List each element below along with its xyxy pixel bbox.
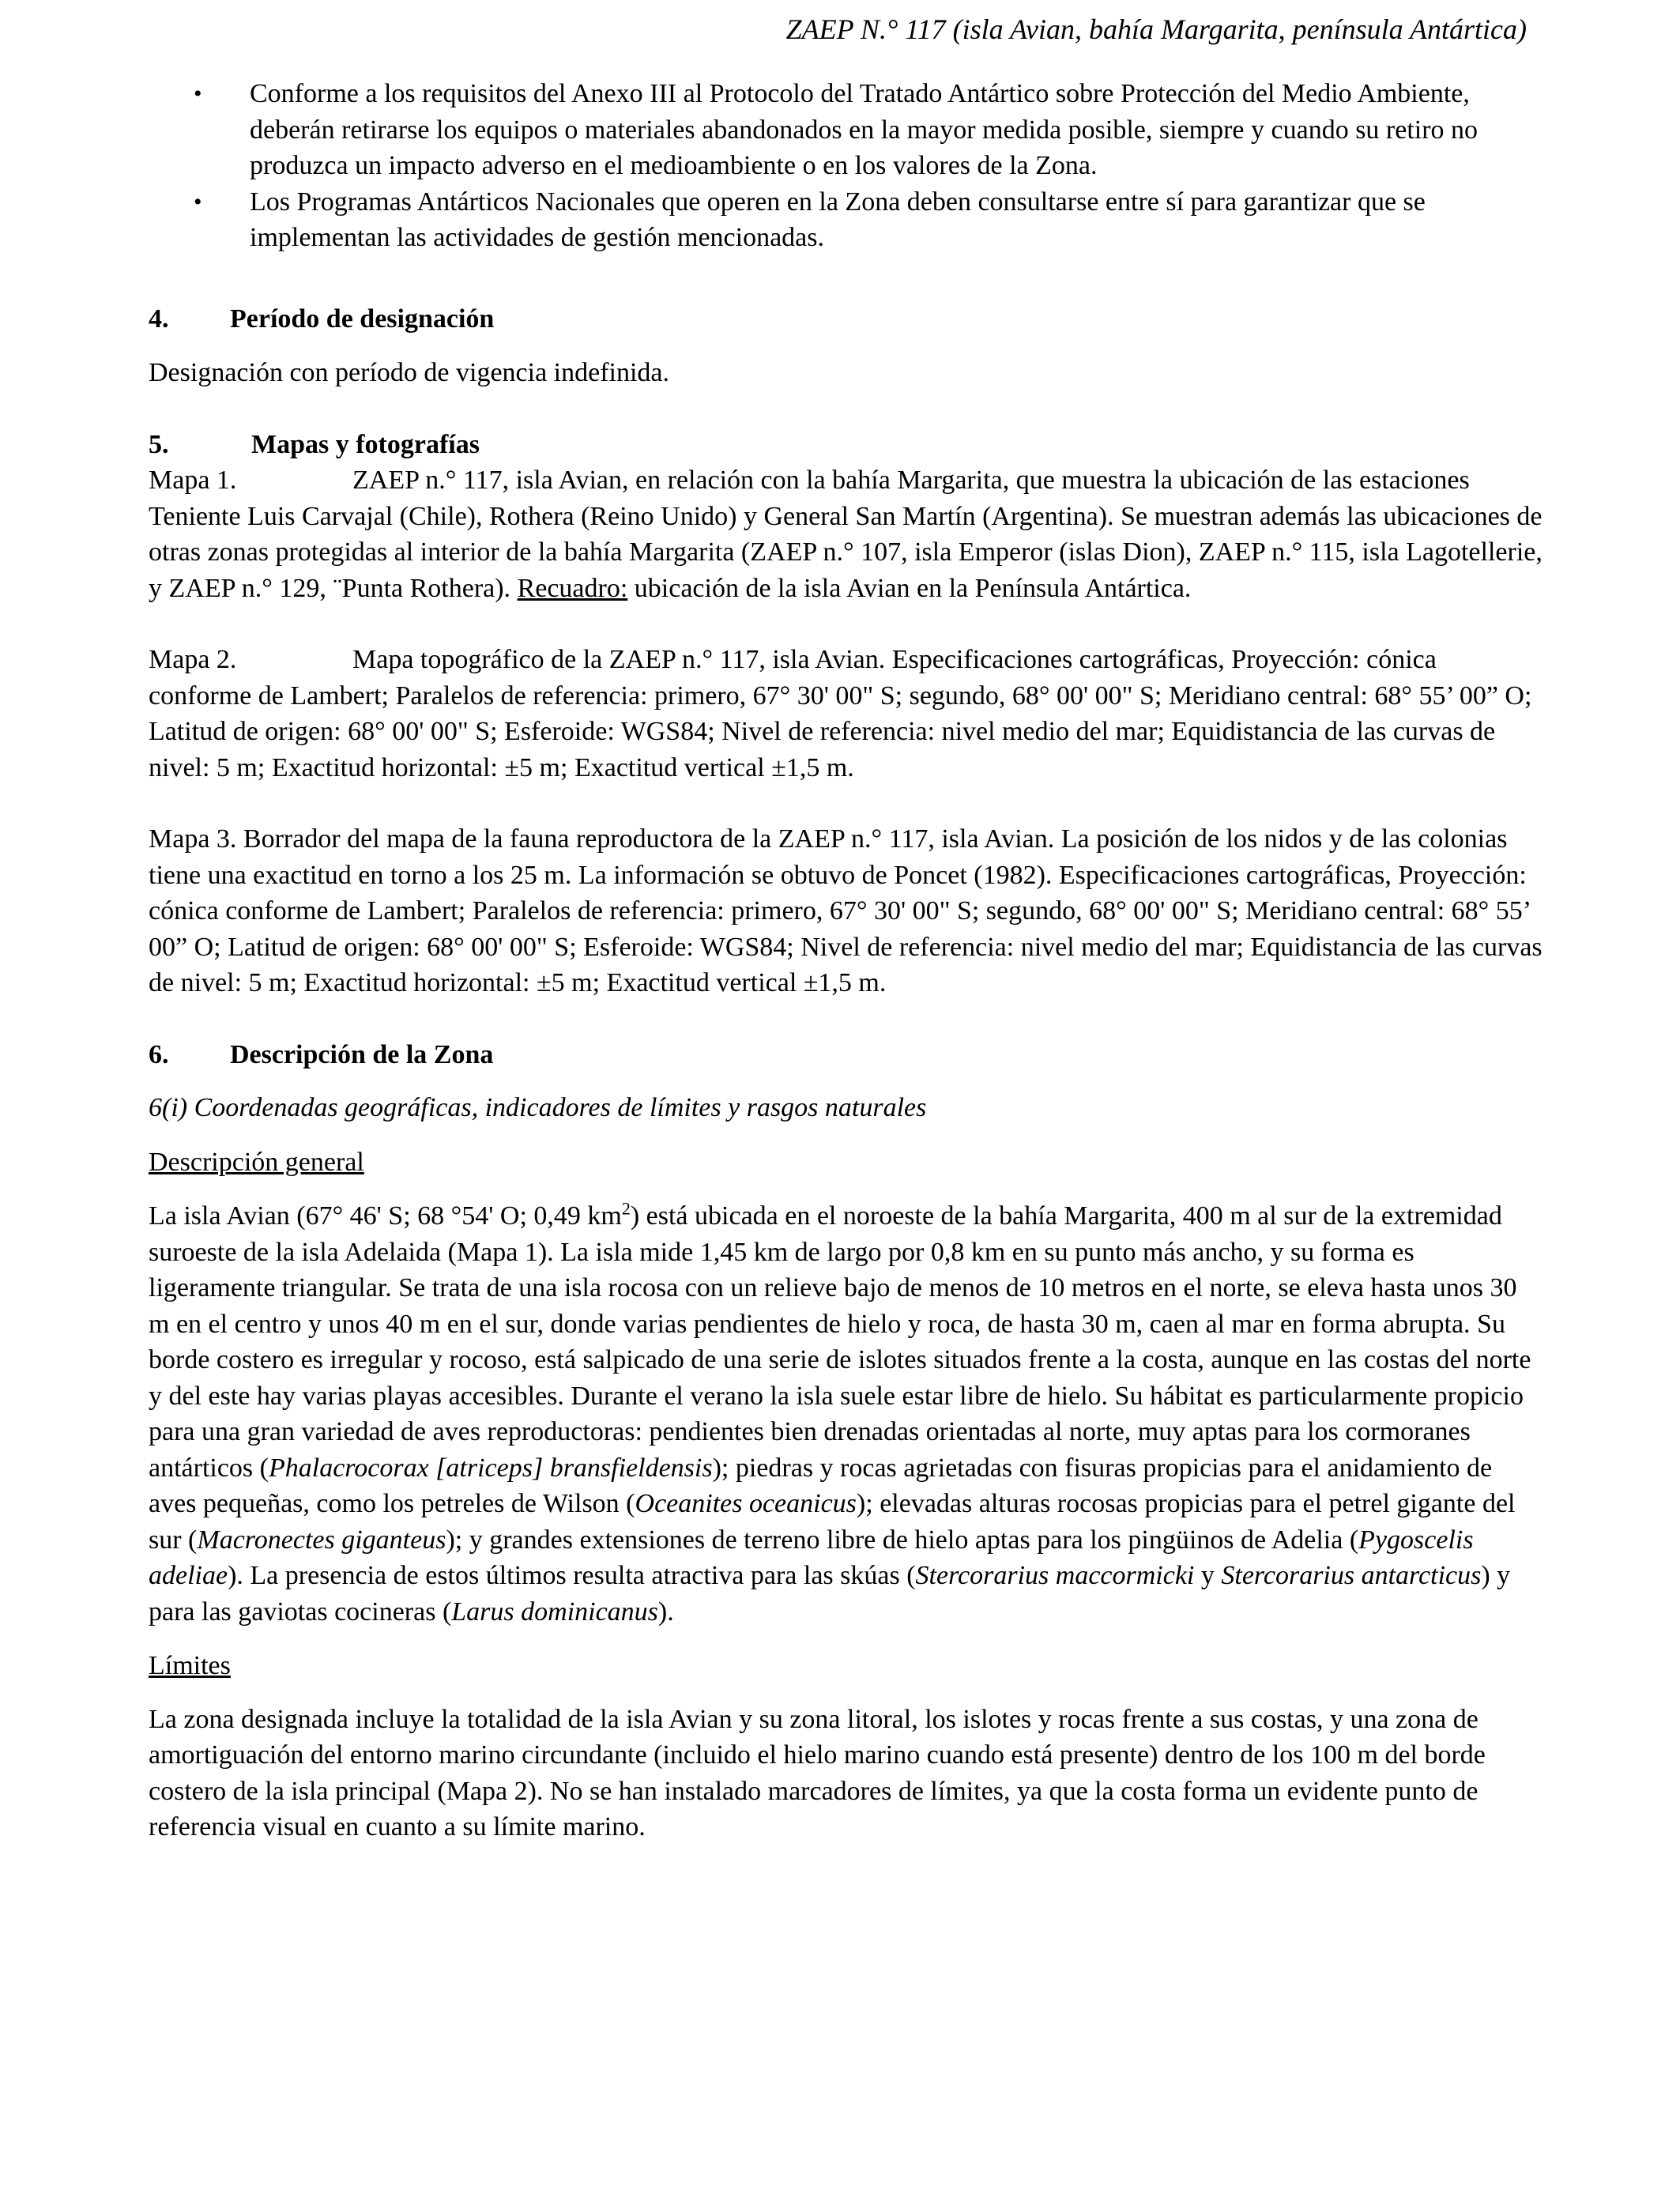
text-run: ) está ubicada en el noroeste de la bahía Margarita, 400 m al sur de la extremidad suroeste de la isla Adelaida (Mapa 1). La isla mide 1,45 km de largo por 0,8 km en su punto más ancho, y su forma es ligeramente triangular. Se trata de una isla rocosa con un relieve bajo de menos de 10 metros en el norte, se eleva hasta unos 30 m en el centro y unos 40 m en el sur, donde varias pendientes de hielo y roca, de hasta 30 m, caen al mar en forma abrupta. Su borde costero es irregular y rocoso, está salpicado de una serie de islotes situados frente a la costa, aunque en las costas del norte y del este hay varias playas accesibles. Durante el verano la isla suele estar libre de hielo. Su hábitat es particularmente propicio para una gran variedad de aves reproductoras: pendientes bien drenadas orientadas al norte, muy aptas para los cormoranes antárticos ( (149, 1201, 1531, 1483)
section-number: 5. (149, 429, 169, 459)
map-1-caption (149, 462, 1543, 606)
bullet-list (149, 76, 1543, 256)
page-content (149, 76, 1543, 1845)
general-description-paragraph (149, 1198, 1543, 1630)
designation-paragraph: Designación con período de vigencia indefinida. (149, 358, 669, 387)
map-text: Mapa topográfico de la ZAEP n.° 117, isla Avian. Especificaciones cartográficas, Proyección: cónica conforme de Lambert; Paralelos de referencia: primero, 67° 30' 00" S; segundo, 68° 00' 00" S; Meridiano central: 68° 55’ 00” O; Latitud de origen: 68° 00' 00" S; Esferoide: WGS84; Nivel de referencia: nivel medio del mar; Equidistancia de las curvas de nivel: 5 m; Exactitud horizontal: ±5 m; Exactitud vertical ±1,5 m. (149, 645, 1532, 782)
section-heading-5 (149, 427, 1543, 463)
map-text: ZAEP n.° 117, isla Avian, en relación con la bahía Margarita, que muestra la ubicación de las estaciones Teniente Luis Carvajal (Chile), Rothera (Reino Unido) y General San Martín (Argentina). Se muestran además las ubicaciones de otras zonas protegidas al interior de la bahía Margarita (ZAEP n.° 107, isla Emperor (islas Dion), ZAEP n.° 115, isla Lagotellerie, y ZAEP n.° 129, ¨Punta Rothera). (149, 466, 1543, 603)
section-heading-6 (149, 1037, 1543, 1073)
map-3-caption: Mapa 3. Borrador del mapa de la fauna reproductora de la ZAEP n.° 117, isla Avian. La posición de los nidos y de las colonias tiene una exactitud en torno a los 25 m. La información se obtuvo de Poncet (1982). Especificaciones cartográficas, Proyección: cónica conforme de Lambert; Paralelos de referencia: primero, 67° 30' 00" S; segundo, 68° 00' 00" S; Meridiano central: 68° 55’ 00” O; Latitud de origen: 68° 00' 00" S; Esferoide: WGS84; Nivel de referencia: nivel medio del mar; Equidistancia de las curvas de nivel: 5 m; Exactitud horizontal: ±5 m; Exactitud vertical ±1,5 m. (149, 824, 1543, 997)
species-name: Larus dominicanus (451, 1596, 658, 1627)
section-title: Descripción de la Zona (230, 1039, 494, 1069)
inset-text: ubicación de la isla Avian en la Península Antártica. (634, 573, 1192, 603)
superscript: 2 (621, 1198, 631, 1219)
text-run: ). La presencia de estos últimos resulta atractiva para las skúas ( (228, 1561, 916, 1590)
bullet-text: Los Programas Antárticos Nacionales que operen en la Zona deben consultarse entre sí para garantizar que se implementan las actividades de gestión mencionadas. (250, 187, 1426, 252)
text-run: y (1194, 1561, 1222, 1590)
map-label: Mapa 2. (149, 645, 237, 674)
species-name: Oceanites oceanicus (635, 1489, 857, 1518)
subsection-title: 6(i) Coordenadas geográficas, indicadores de límites y rasgos naturales (149, 1093, 927, 1122)
species-name: Pygoscelis adeliae (149, 1525, 1474, 1590)
species-name: Phalacrocorax [atriceps] bransfieldensis (269, 1453, 713, 1483)
list-item (149, 76, 1543, 184)
bullet-icon: • (194, 81, 202, 107)
text-run: ); y grandes extensiones de terreno libre de hielo aptas para los pingüinos de Adelia ( (446, 1525, 1359, 1555)
limits-paragraph: La zona designada incluye la totalidad de la isla Avian y su zona litoral, los islotes y rocas frente a sus costas, y una zona de amortiguación del entorno marino circundante (incluido el hielo marino cuando está presente) dentro de los 100 m del borde costero de la isla principal (Mapa 2). No se han instalado marcadores de límites, ya que la costa forma un evidente punto de referencia visual en cuanto a su límite marino. (149, 1704, 1486, 1842)
section-heading-4 (149, 301, 1543, 337)
list-item (149, 184, 1543, 256)
section-title: Mapas y fotografías (251, 429, 480, 459)
map-label: Mapa 1. (149, 466, 237, 495)
text-run: ); elevadas alturas rocosas propicias para el petrel gigante del sur ( (149, 1489, 1516, 1555)
section-title: Período de designación (230, 303, 495, 334)
section-number: 6. (149, 1039, 169, 1069)
limits-heading: Límites (149, 1651, 231, 1680)
section-number: 4. (149, 303, 169, 334)
text-run: ) y para las gaviotas cocineras ( (149, 1561, 1511, 1627)
text-run: ). (657, 1596, 674, 1627)
text-run: La isla Avian (67° 46' S; 68 °54' O; 0,49 km (149, 1201, 622, 1231)
species-name: Stercorarius maccormicki (915, 1561, 1195, 1590)
text-run: ); piedras y rocas agrietadas con fisuras propicias para el anidamiento de aves pequeñas, como los petreles de Wilson ( (149, 1453, 1493, 1518)
bullet-icon: • (194, 188, 202, 215)
map-2-caption (149, 642, 1543, 786)
species-name: Macronectes giganteus (197, 1525, 446, 1555)
running-header: ZAEP N.° 117 (isla Avian, bahía Margarita, península Antártica) (785, 13, 1527, 45)
bullet-text: Conforme a los requisitos del Anexo III al Protocolo del Tratado Antártico sobre Protección del Medio Ambiente, deberán retirarse los equipos o materiales abandonados en la mayor medida posible, siempre y cuando su retiro no produzca un impacto adverso en el medioambiente o en los valores de la Zona. (250, 79, 1478, 180)
species-name: Stercorarius antarcticus (1221, 1561, 1482, 1590)
general-description-heading: Descripción general (149, 1147, 364, 1177)
inset-label: Recuadro: (517, 573, 628, 603)
